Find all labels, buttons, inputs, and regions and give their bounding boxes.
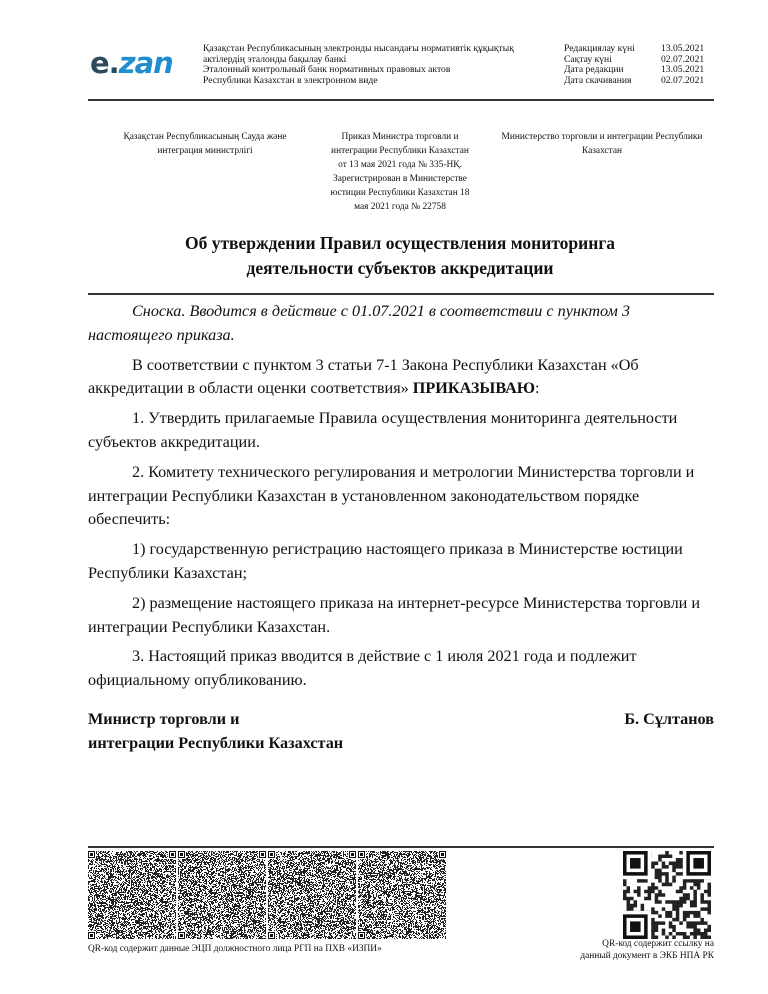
footer-divider bbox=[88, 846, 714, 848]
title-divider bbox=[88, 293, 714, 295]
order-item: 3. Настоящий приказ вводится в действие с 1 июля 2021 года и подлежит официальному опубликованию. bbox=[88, 647, 637, 690]
issuer-line: мая 2021 года № 22758 bbox=[354, 202, 446, 213]
meta-label: Дата скачивания bbox=[564, 74, 632, 86]
signatory-position: интеграции Республики Казахстан bbox=[88, 734, 344, 752]
issuer-order-info bbox=[320, 130, 480, 215]
signature-qr-caption: QR-код содержит данные ЭЦП должностного лица РГП на ПХВ «ИЗПИ» bbox=[88, 944, 382, 954]
order-subitem: 2) размещение настоящего приказа на интернет-ресурсе Министерства торговли и интеграции Республики Казахстан. bbox=[88, 593, 701, 636]
bank-line: Эталонный контрольный банк нормативных правовых актов bbox=[203, 64, 451, 76]
signature-block bbox=[88, 707, 714, 755]
issuer-right bbox=[487, 130, 717, 158]
ezan-logo: e.zan bbox=[90, 46, 173, 80]
link-qr-caption bbox=[540, 939, 714, 962]
order-subitem: 1) государственную регистрацию настоящего приказа в Министерстве юстиции Республики Казахстан; bbox=[88, 540, 683, 582]
meta-label: Дата редакции bbox=[564, 64, 624, 76]
signature-qr-code bbox=[178, 851, 266, 939]
caption-line: QR-код содержит ссылку на bbox=[602, 939, 714, 949]
preamble-end: : bbox=[535, 379, 540, 398]
issuer-line: Приказ Министра торговли и bbox=[341, 132, 459, 142]
signature-qr-code bbox=[88, 851, 176, 939]
meta-label: Редакциялау күні bbox=[564, 43, 635, 54]
issuer-line: интеграции Республики Казахстан bbox=[331, 146, 469, 157]
title-line: Об утверждении Правил осуществления мониторинга bbox=[184, 233, 616, 253]
issuer-line: интеграция министрлігі bbox=[157, 146, 253, 157]
issuer-left bbox=[110, 130, 300, 158]
bank-line: актілердің эталонды бақылау банкі bbox=[203, 53, 347, 65]
issuer-line: юстиции Республики Казахстан 18 bbox=[330, 188, 470, 199]
preamble-order-word: ПРИКАЗЫВАЮ bbox=[412, 379, 536, 398]
meta-value: 02.07.2021 bbox=[661, 74, 705, 86]
header-divider bbox=[88, 99, 714, 101]
order-item: 1. Утвердить прилагаемые Правила осуществления мониторинга деятельности субъектов аккредитации. bbox=[88, 409, 678, 451]
issuer-line: Министерство торговли и интеграции Республики bbox=[501, 132, 703, 142]
bank-description bbox=[203, 44, 543, 86]
caption-line: данный документ в ЭКБ НПА РК bbox=[580, 950, 714, 961]
document-body bbox=[88, 300, 714, 699]
meta-label: Сақтау күні bbox=[564, 53, 612, 65]
meta-value: 13.05.2021 bbox=[661, 43, 705, 54]
issuer-line: Зарегистрирован в Министерстве bbox=[333, 174, 467, 185]
signature-qr-codes bbox=[88, 851, 446, 940]
bank-line: Республики Казахстан в электронном виде bbox=[203, 74, 378, 86]
document-title bbox=[120, 231, 680, 281]
signatory-name: Б. Сұлтанов bbox=[624, 710, 714, 728]
issuer-line: Казахстан bbox=[581, 146, 623, 157]
signatory-position: Министр торговли и bbox=[88, 710, 240, 728]
signature-qr-code bbox=[268, 851, 356, 939]
bank-line: Қазақстан Республикасының электронды нысандағы нормативтік құқықтық bbox=[203, 43, 514, 54]
meta-row bbox=[564, 44, 714, 55]
title-line: деятельности субъектов аккредитации bbox=[246, 258, 554, 278]
meta-row bbox=[564, 76, 714, 87]
meta-value: 13.05.2021 bbox=[661, 64, 705, 76]
document-link-qr-code[interactable] bbox=[623, 851, 711, 939]
preamble-text: В соответствии с пунктом 3 статьи 7-1 Закона Республики Казахстан «Об аккредитации в области оценки соответствия» bbox=[88, 355, 639, 398]
document-meta bbox=[564, 44, 714, 86]
preamble bbox=[88, 354, 714, 402]
issuer-line: Қазақстан Республикасының Сауда және bbox=[123, 132, 287, 142]
order-item: 2. Комитету технического регулирования и метрологии Министерства торговли и интеграции Республики Казахстан в установленном законодательством порядке обеспечить: bbox=[88, 462, 695, 529]
footnote: Сноска. Вводится в действие с 01.07.2021 в соответствии с пунктом 3 настоящего приказа. bbox=[88, 302, 630, 344]
signature-qr-code bbox=[358, 851, 446, 939]
issuer-line: от 13 мая 2021 года № 335-НҚ. bbox=[338, 160, 462, 171]
meta-value: 02.07.2021 bbox=[661, 53, 705, 65]
